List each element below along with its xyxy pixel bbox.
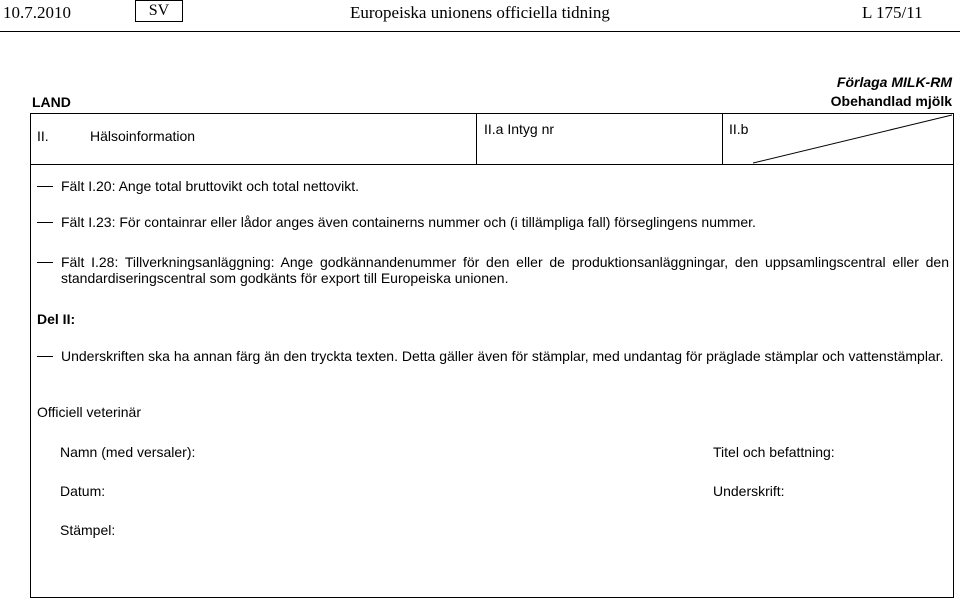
note-field-i23: Fält I.23: För containrar eller lådor anges även containerns nummer och (i tillämpliga fall) förseglingens nummer.	[37, 214, 949, 230]
stamp-label: Stämpel:	[60, 522, 116, 538]
certificate-ref-label: II.a Intyg nr	[484, 121, 555, 137]
signature-label: Underskrift:	[713, 483, 785, 499]
position-label: Titel och befattning:	[713, 444, 835, 460]
country-label: LAND	[32, 94, 71, 110]
publication-date: 10.7.2010	[3, 3, 71, 22]
dash-marker	[37, 186, 53, 187]
section-number: II.	[37, 128, 49, 144]
crossed-out-cell	[753, 114, 953, 164]
cell-divider-a	[476, 113, 477, 164]
dash-marker	[37, 222, 53, 223]
date-label: Datum:	[60, 483, 106, 499]
part-two-note: Underskriften ska ha annan färg än den tryckta texten. Detta gäller även för stämplar, med undantag för präglade stämplar och vattenstämplar.	[37, 348, 949, 364]
header-row-divider	[30, 164, 954, 165]
dash-marker	[37, 356, 53, 357]
page-reference: L 175/11	[862, 3, 923, 22]
language-badge: SV	[135, 0, 183, 22]
model-title: Förlaga MILK-RM	[836, 74, 952, 90]
header-rule	[0, 31, 960, 32]
certificate-b-label: II.b	[729, 121, 749, 137]
note-field-i28: Fält I.28: Tillverkningsanläggning: Ange godkännandenummer för den eller de produktionsanläggningar, den uppsamlingscentral eller den standardiseringscentral som godkänts för export till Europeiska unionen.	[37, 254, 949, 286]
section-label: Hälsoinformation	[90, 128, 196, 144]
model-subtitle: Obehandlad mjölk	[830, 93, 952, 109]
note-field-i20: Fält I.20: Ange total bruttovikt och total nettovikt.	[37, 178, 949, 194]
cell-divider-b	[722, 113, 723, 164]
journal-title: Europeiska unionens officiella tidning	[350, 3, 610, 22]
official-veterinarian-title: Officiell veterinär	[37, 404, 142, 420]
name-label: Namn (med versaler):	[60, 444, 196, 460]
part-two-heading: Del II:	[37, 311, 76, 327]
dash-marker	[37, 262, 53, 263]
